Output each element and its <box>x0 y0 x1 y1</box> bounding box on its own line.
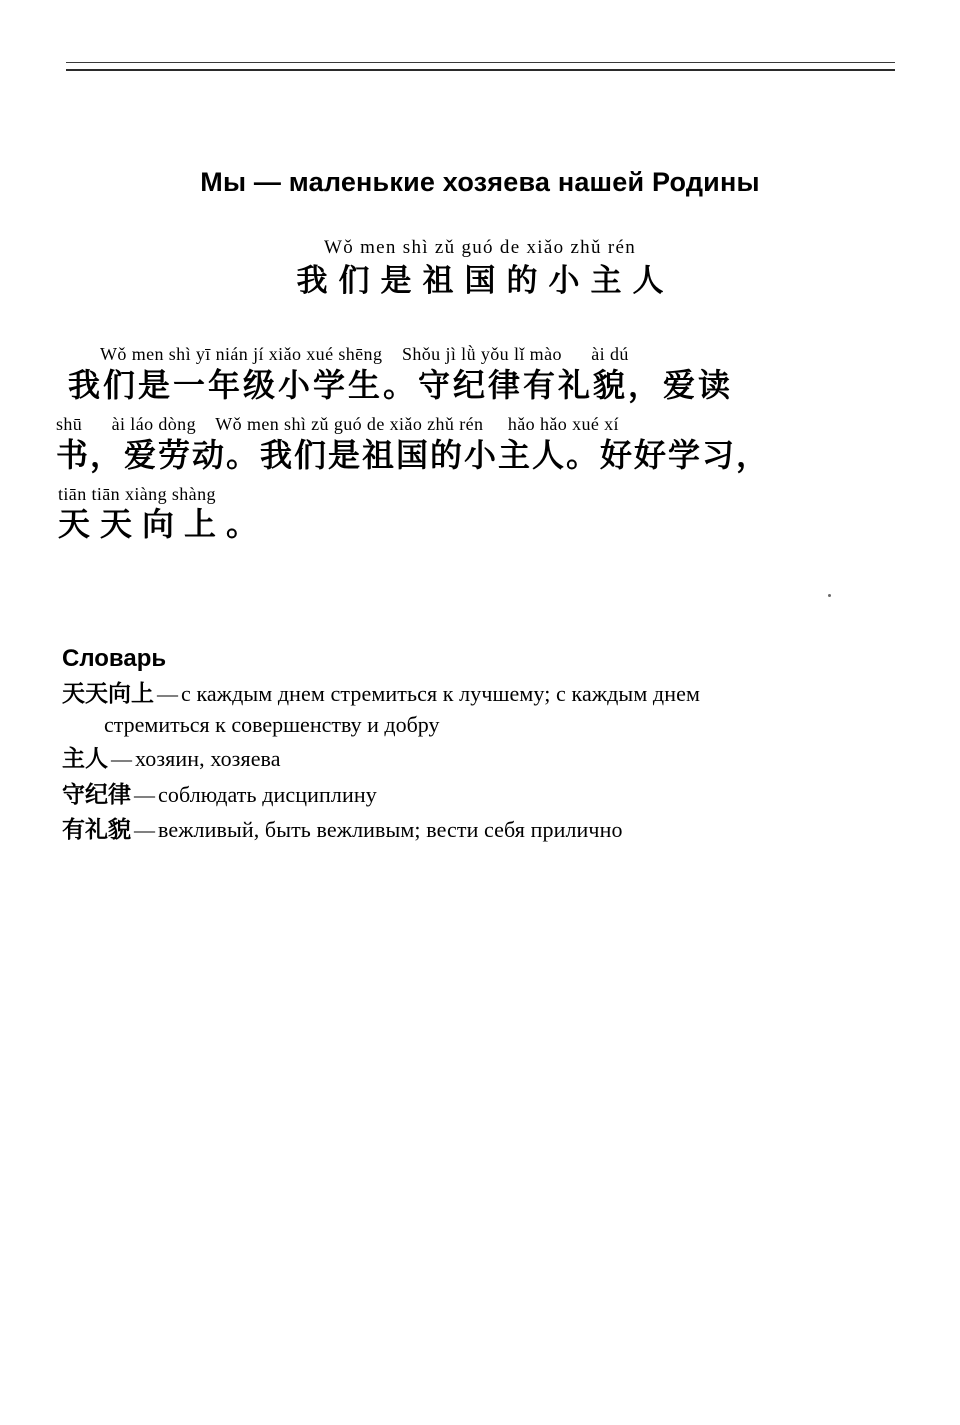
vocabulary-entry <box>62 815 942 845</box>
vocabulary-term: 守纪律 <box>62 781 131 808</box>
lesson-title-hanzi: 我们是祖国的小主人 <box>296 262 675 299</box>
lesson-title-chinese-block <box>0 238 960 298</box>
vocabulary-gloss: с каждым днем стремиться к лучшему; с каждым днем <box>181 681 700 706</box>
body-line-hanzi: 天天向上。 <box>58 505 269 544</box>
body-line-hanzi: 书，爱劳动。我们是祖国的小主人。好好学习， <box>56 435 771 474</box>
vocabulary-gloss: соблюдать дисциплину <box>158 781 377 807</box>
body-line-pinyin: tiān tiān xiàng shàng <box>58 483 216 504</box>
body-line-pinyin: shū ài láo dòng Wǒ men shì zǔ guó de xiǎo zhǔ rén hǎo hǎo xué xí <box>56 413 619 434</box>
vocabulary-term: 主人 <box>62 746 108 773</box>
vocabulary-entry <box>62 679 942 739</box>
vocabulary-separator: — <box>134 818 155 843</box>
header-rule-top <box>66 62 895 63</box>
vocabulary-gloss-continuation: стремиться к совершенству и добру <box>104 712 440 738</box>
vocabulary-term: 有礼貌 <box>62 817 131 844</box>
lesson-body <box>56 345 936 554</box>
vocabulary-gloss: вежливый, быть вежливым; вести себя прилично <box>158 817 623 843</box>
vocabulary-entry <box>62 780 942 810</box>
lesson-title-russian: Мы — маленькие хозяева нашей Родины <box>200 167 760 197</box>
body-line <box>56 345 936 405</box>
vocabulary-separator: — <box>157 682 178 706</box>
vocabulary-section <box>62 645 942 850</box>
header-double-rule <box>66 62 895 71</box>
vocabulary-entry <box>62 744 942 774</box>
vocabulary-term: 天天向上 <box>62 681 154 707</box>
body-line <box>56 485 936 545</box>
body-line <box>56 415 936 475</box>
body-line-hanzi: 我们是一年级小学生。守纪律有礼貌，爱读 <box>68 365 734 404</box>
vocabulary-separator: — <box>134 782 155 807</box>
body-line-pinyin: Wǒ men shì yī nián jí xiǎo xué shēng Shǒu jì lǜ yǒu lǐ mào ài dú <box>100 344 629 364</box>
vocabulary-heading: Словарь <box>62 645 167 672</box>
vocabulary-separator: — <box>111 747 132 772</box>
vocabulary-gloss: хозяин, хозяева <box>135 746 281 772</box>
header-rule-bottom <box>66 69 895 71</box>
lesson-title-pinyin: Wǒ men shì zǔ guó de xiǎo zhǔ rén <box>324 237 636 258</box>
scan-artifact-speck <box>828 594 831 597</box>
